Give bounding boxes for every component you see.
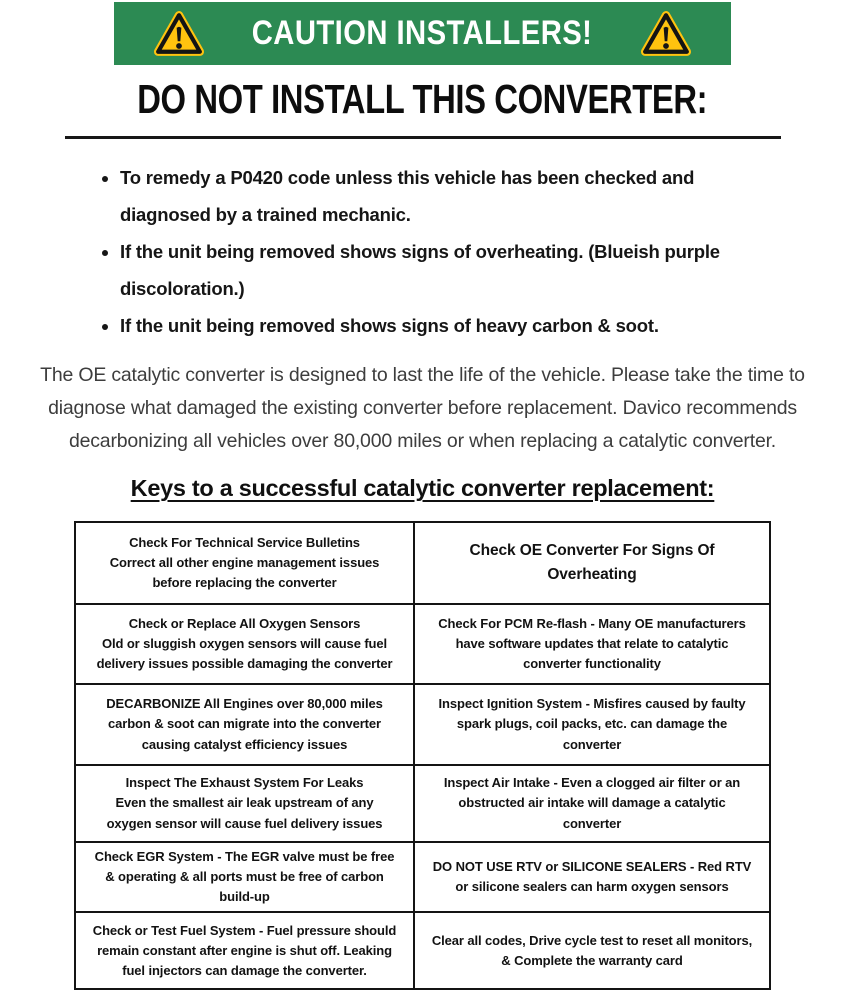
table-cell-decarbonize: DECARBONIZE All Engines over 80,000 miles carbon & soot can migrate into the converter causing catalyst efficiency issues: [75, 684, 414, 765]
warning-triangle-icon: [152, 10, 206, 58]
table-row: [75, 684, 770, 765]
table-cell-oxygen-sensors: Check or Replace All Oxygen Sensors Old or sluggish oxygen sensors will cause fuel delivery issues possible damaging the converter: [75, 604, 414, 684]
table-cell-tsb: Check For Technical Service Bulletins Correct all other engine management issues before replacing the converter: [75, 522, 414, 604]
table-row: [75, 604, 770, 684]
table-row: [75, 842, 770, 912]
warning-item: • To remedy a P0420 code unless this vehicle has been checked and diagnosed by a trained mechanic.: [120, 159, 734, 233]
table-cell-air-intake: Inspect Air Intake - Even a clogged air filter or an obstructed air intake will damage a catalytic converter: [414, 765, 770, 842]
table-cell-fuel-system: Check or Test Fuel System - Fuel pressure should remain constant after engine is shut off. Leaking fuel injectors can damage the converter.: [75, 912, 414, 989]
banner-title: CAUTION INSTALLERS!: [252, 14, 593, 52]
table-row: [75, 522, 770, 604]
caution-banner: [114, 2, 731, 65]
page-title: DO NOT INSTALL THIS CONVERTER:: [137, 76, 708, 122]
table-cell-pcm-reflash: Check For PCM Re-flash - Many OE manufacturers have software updates that relate to catalytic converter functionality: [414, 604, 770, 684]
divider-line: [65, 136, 781, 139]
keys-heading: Keys to a successful catalytic converter replacement:: [130, 475, 715, 501]
warning-item: • If the unit being removed shows signs of overheating. (Blueish purple discoloration.): [120, 233, 734, 307]
warning-list: [98, 159, 734, 344]
keys-table: [74, 521, 771, 990]
table-cell-ignition-system: Inspect Ignition System - Misfires caused by faulty spark plugs, coil packs, etc. can damage the converter: [414, 684, 770, 765]
table-cell-clear-codes: Clear all codes, Drive cycle test to reset all monitors, & Complete the warranty card: [414, 912, 770, 989]
table-row: [75, 765, 770, 842]
table-cell-exhaust-leaks: Inspect The Exhaust System For Leaks Even the smallest air leak upstream of any oxygen sensor will cause fuel delivery issues: [75, 765, 414, 842]
table-cell-no-rtv-sealers: DO NOT USE RTV or SILICONE SEALERS - Red RTV or silicone sealers can harm oxygen sensors: [414, 842, 770, 912]
warning-item: • If the unit being removed shows signs of heavy carbon & soot.: [120, 307, 734, 344]
intro-paragraph: The OE catalytic converter is designed to last the life of the vehicle. Please take the time to diagnose what damaged the existing converter before replacement. Davico recommends decarbonizing all vehicles over 80,000 miles or when replacing a catalytic converter.: [40, 364, 805, 452]
warning-triangle-icon: [639, 10, 693, 58]
table-row: [75, 912, 770, 989]
table-cell-check-oe-converter: Check OE Converter For Signs Of Overheating: [414, 522, 770, 604]
table-cell-egr-system: Check EGR System - The EGR valve must be free & operating & all ports must be free of carbon build-up: [75, 842, 414, 912]
